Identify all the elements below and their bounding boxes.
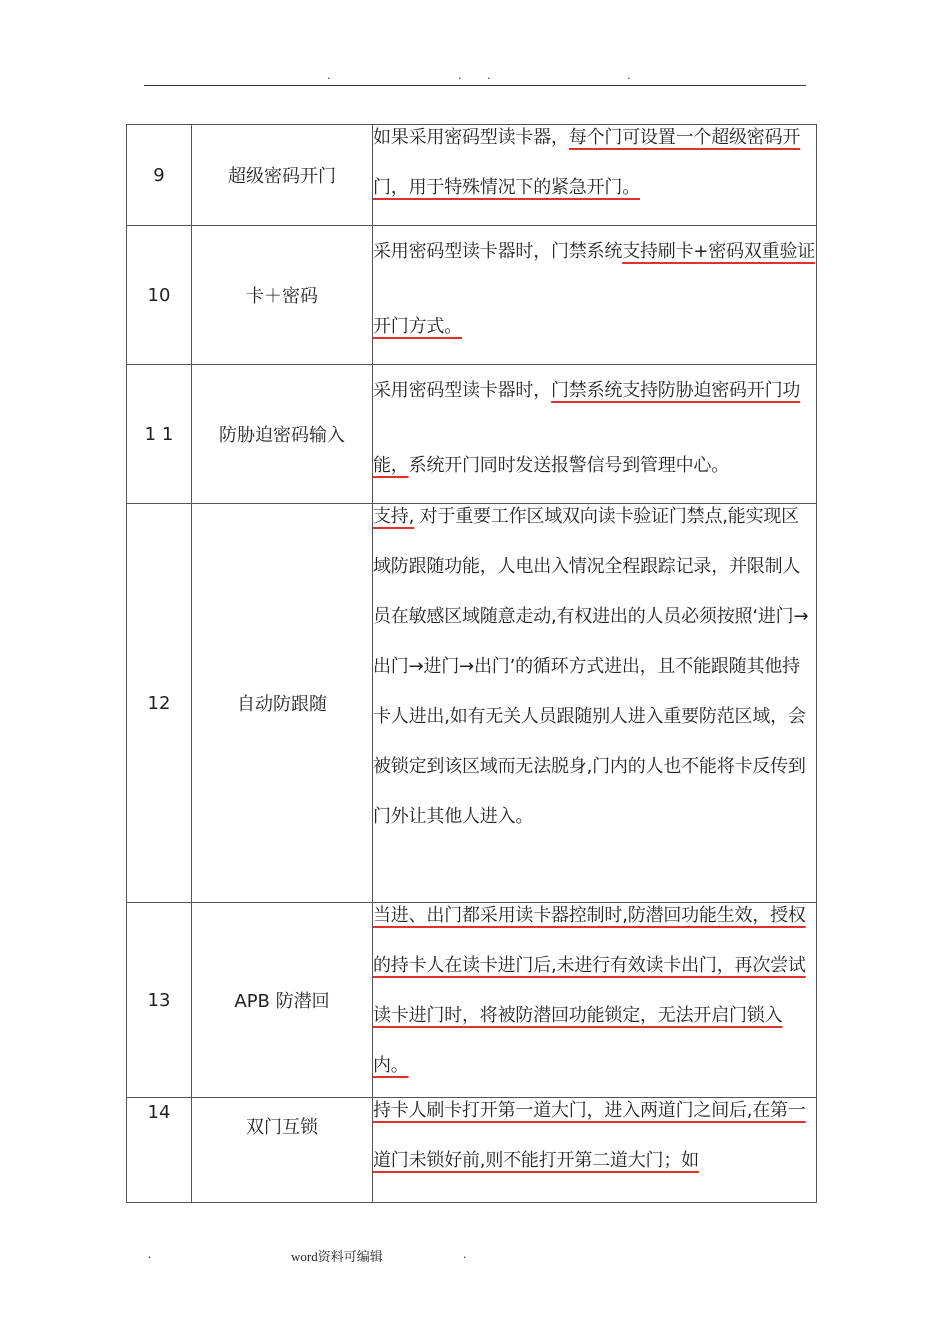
feature-description	[373, 903, 817, 1098]
feature-description	[373, 226, 817, 365]
table-row	[127, 903, 817, 1098]
feature-description	[373, 365, 817, 504]
feature-name: 卡＋密码	[192, 226, 373, 365]
header-dot: .	[458, 69, 462, 82]
feature-description	[373, 125, 817, 226]
feature-description	[373, 1098, 817, 1203]
row-number: 9	[127, 125, 192, 226]
header-dot: .	[627, 69, 631, 82]
desc-underlined: 持卡人刷卡打开第一道大门，进入两道门之间后,在第一道门未锁好前,则不能打开第二道大门；如	[373, 1100, 806, 1171]
row-number: 13	[127, 903, 192, 1098]
row-number: 14	[127, 1098, 192, 1203]
table-row	[127, 1098, 817, 1203]
desc-plain: 采用密码型读卡器时，	[373, 380, 551, 401]
feature-table	[126, 124, 817, 1203]
table-row	[127, 226, 817, 365]
header-dot: .	[487, 69, 491, 82]
footer-dot: .	[463, 1246, 467, 1261]
row-number: 1 1	[127, 365, 192, 504]
feature-name: 超级密码开门	[192, 125, 373, 226]
desc-underlined: 支持,	[373, 506, 415, 527]
desc-tail: 对于重要工作区域双向读卡验证门禁点,能实现区域防跟随功能，人电出入情况全程跟踪记录，并限制人员在敏感区域随意走动,有权进出的人员必须按照‘进门→出门→进门→出门’的循环方式进出，且不能跟随其他持卡人进出,如有无关人员跟随别人进入重要防范区域，会被锁定到该区域而无法脱身,门内的人也不能将卡反传到门外让其他人进入。	[373, 506, 809, 827]
header-dot: .	[327, 69, 331, 82]
desc-plain: 如果采用密码型读卡器，	[373, 127, 569, 148]
row-number: 10	[127, 226, 192, 365]
desc-underlined: 每个门可设置一个超级密码开门，用于特殊情况下的紧急开门。	[373, 127, 801, 198]
feature-name: 双门互锁	[192, 1098, 373, 1203]
footer-text: word资料可编辑	[291, 1249, 383, 1264]
header-dots	[0, 70, 950, 82]
feature-description	[373, 504, 817, 903]
table-row	[127, 504, 817, 903]
desc-underlined: 门禁系统支持防胁迫密码开门功能，	[373, 380, 801, 476]
feature-name: 自动防跟随	[192, 504, 373, 903]
feature-name: APB 防潜回	[192, 903, 373, 1098]
desc-tail: 系统开门同时发送报警信号到管理中心。	[408, 455, 730, 476]
desc-underlined: 支持刷卡+密码双重验证开门方式。	[373, 241, 816, 337]
row-number: 12	[127, 504, 192, 903]
header-rule	[144, 85, 806, 86]
page-footer	[0, 1246, 950, 1266]
feature-name: 防胁迫密码输入	[192, 365, 373, 504]
table-row	[127, 365, 817, 504]
table-row	[127, 125, 817, 226]
desc-plain: 采用密码型读卡器时，门禁系统	[373, 241, 623, 262]
desc-underlined: 当进、出门都采用读卡器控制时,防潜回功能生效，授权的持卡人在读卡进门后,未进行有效读卡出门，再次尝试读卡进门时，将被防潜回功能锁定，无法开启门锁入内。	[373, 905, 806, 1076]
footer-dot: .	[148, 1246, 152, 1261]
